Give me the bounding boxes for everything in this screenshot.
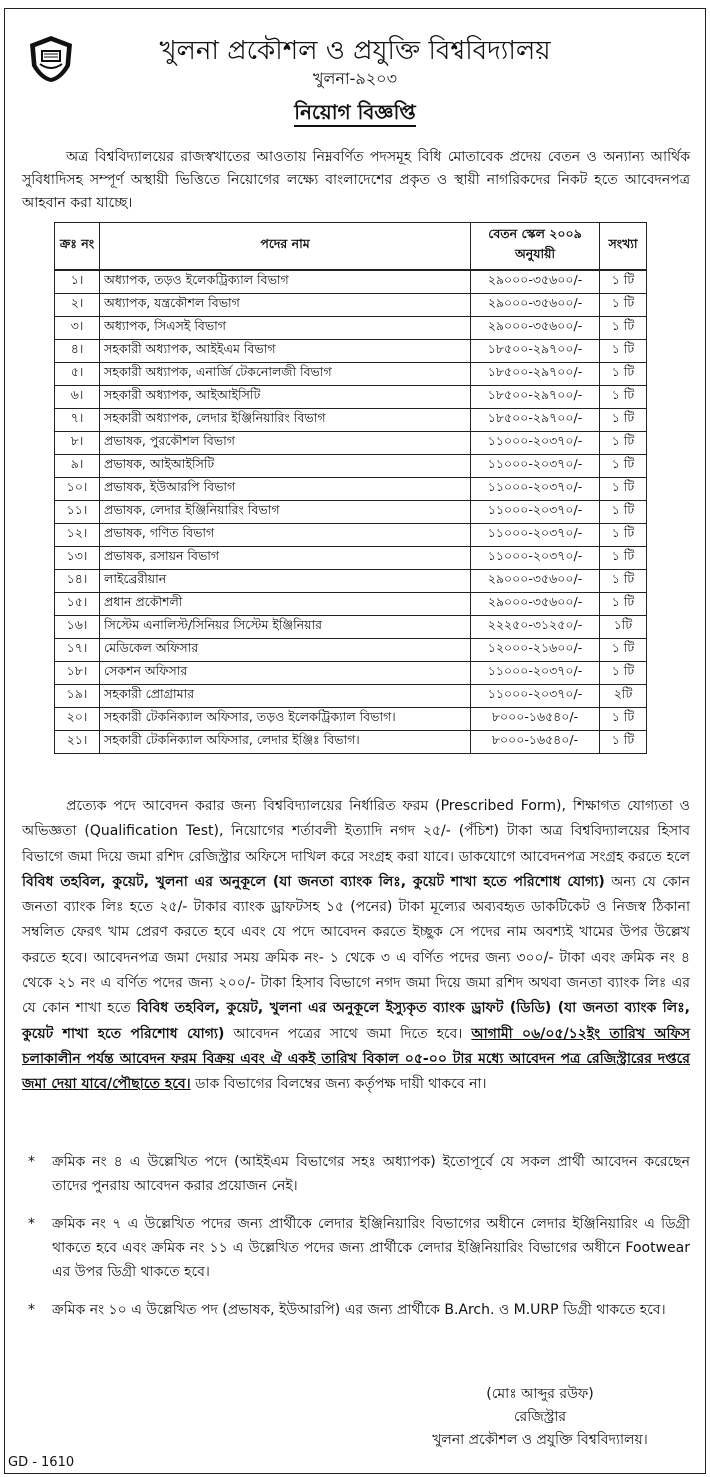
col-serial: ক্রঃ নং	[55, 223, 100, 271]
row-post-name: লাইব্রেরীয়ান	[100, 570, 471, 593]
row-count: ১ টি	[600, 363, 647, 386]
table-row	[55, 616, 647, 639]
row-serial: ১২।	[55, 524, 100, 547]
row-count: ১ টি	[600, 409, 647, 432]
row-post-name: প্রভাষক, গণিত বিভাগ	[100, 524, 471, 547]
instr-part-1: প্রত্যেক পদে আবেদন করার জন্য বিশ্ববিদ্যালয়ের নির্ধারিত ফরম (Prescribed Form), শিক্ষাগত যোগ্যতা ও অভিজ্ঞতা (Qualification Test), নিয়োগের শর্তাবলী ইত্যাদি নগদ ২৫/- (পঁচিশ) টাকা অত্র বিশ্ববিদ্যালয়ের হিসাব বিভাগে জমা দিয়ে জমা রশিদ রেজিস্ট্রার অফিসে দাখিল করে সংগ্রহ করা যাবে। ডাকযোগে আবেদনপত্র সংগ্রহ করতে হলে	[22, 798, 690, 865]
table-row	[55, 524, 647, 547]
row-pay-scale: ২৯০০০-৩৫৬০০/-	[471, 270, 600, 294]
row-count: ১ টি	[600, 731, 647, 754]
row-count: ১ টি	[600, 317, 647, 340]
instr-part-2: অন্য যে কোন জনতা ব্যাংক লিঃ হতে ২৫/- টাকার ব্যাংক ড্রাফটসহ ১৫ (পনের) টাকা মূল্যের অব্যবহৃত ডাকটিকেট ও নিজস্ব ঠিকানা সম্বলিত ফেরৎ খাম প্রেরণ করতে হবে এবং যে পদে আবেদন করতে ইচ্ছুক সে পদের নাম অবশ্যই খামের উপর উল্লেখ করতে হবে। আবেদনপত্র জমা দেয়ার সময় ক্রমিক নং- ১ থেকে ৩ এ বর্ণিত পদের জন্য ৩০০/- টাকা এবং ক্রমিক নং ৪ থেকে ২১ নং এ বর্ণিত পদের জন্য ২০০/- টাকা হিসাব বিভাগে নগদ জমা দিয়ে জমা রশিদ অথবা জনতা ব্যাংক লিঃ এর যে কোন শাখা হতে	[22, 873, 691, 1017]
advert-code: GD - 1610	[8, 1455, 75, 1470]
instr-part-3: আবেদন পত্রের সাথে জমা দিতে হবে।	[224, 1025, 472, 1042]
row-pay-scale: ১৮৫০০-২৯৭০০/-	[471, 409, 600, 432]
row-post-name: সহকারী টেকনিক্যাল অফিসার, লেদার ইঞ্জিঃ বিভাগ।	[100, 731, 471, 754]
row-post-name: প্রভাষক, রসায়ন বিভাগ	[100, 547, 471, 570]
row-serial: ৬।	[55, 386, 100, 409]
university-city: খুলনা-৯২০৩	[313, 69, 397, 88]
note-text: ক্রমিক নং ১০ এ উল্লেখিত পদ (প্রভাষক, ইউআরপি) এর জন্য প্রার্থীকে B.Arch. ও M.URP ডিগ্রী থাকতে হবে।	[52, 1302, 666, 1318]
table-row	[55, 731, 647, 754]
row-serial: ১৬।	[55, 616, 100, 639]
row-count: ১ টি	[600, 662, 647, 685]
row-post-name: সহকারী অধ্যাপক, আইআইসিটি	[100, 386, 471, 409]
row-serial: ১৯।	[55, 685, 100, 708]
table-row	[55, 317, 647, 340]
table-row	[55, 432, 647, 455]
row-post-name: প্রভাষক, ইউআরপি বিভাগ	[100, 478, 471, 501]
col-count: সংখ্যা	[600, 223, 647, 271]
instr-bold-2: বিবিধ তহবিল, কুয়েট, খুলনা এর অনুকূলে ইস্যুকৃত ব্যাংক ড্রাফট (ডিডি) (যা জনতা ব্যাংক লিঃ, কুয়েট শাখা হতে পরিশোধ যোগ্য)	[22, 1000, 690, 1042]
row-serial: ২০।	[55, 708, 100, 731]
table-row	[55, 455, 647, 478]
table-row	[55, 363, 647, 386]
row-post-name: সহকারী প্রোগ্রামার	[100, 685, 471, 708]
note-item	[28, 1298, 690, 1322]
row-post-name: প্রধান প্রকৌশলী	[100, 593, 471, 616]
row-serial: ৯।	[55, 455, 100, 478]
row-pay-scale: ১১০০০-২০৩৭০/-	[471, 432, 600, 455]
table-row	[55, 409, 647, 432]
instr-part-4: ডাক বিভাগের বিলম্বের জন্য কর্তৃপক্ষ দায়ী থাকবে না।	[190, 1076, 487, 1093]
row-pay-scale: ১১০০০-২০৩৭০/-	[471, 478, 600, 501]
row-post-name: মেডিকেল অফিসার	[100, 639, 471, 662]
row-pay-scale: ১১০০০-২০৩৭০/-	[471, 455, 600, 478]
note-star-icon: *	[28, 1154, 35, 1170]
row-serial: ১৩।	[55, 547, 100, 570]
row-post-name: অধ্যাপক, তড়ও ইলেকট্রিক্যাল বিভাগ	[100, 270, 471, 294]
note-text: ক্রমিক নং ৪ এ উল্লেখিত পদে (আইইএম বিভাগের সহঃ অধ্যাপক) ইতোপূর্বে যে সকল প্রার্থী আবেদন করেছেন তাদের পুনরায় আবেদন করার প্রয়োজন নেই।	[52, 1154, 690, 1194]
row-count: ১ টি	[600, 524, 647, 547]
note-item	[28, 1212, 690, 1284]
instr-bold-1: বিবিধ তহবিল, কুয়েট, খুলনা এর অনুকূলে (যা জনতা ব্যাংক লিঃ, কুয়েট শাখা হতে পরিশোধ যোগ্য)	[22, 873, 605, 890]
table-row	[55, 478, 647, 501]
note-text: ক্রমিক নং ৭ এ উল্লেখিত পদের জন্য প্রার্থীকে লেদার ইঞ্জিনিয়ারিং বিভাগের অধীনে লেদার ইঞ্জিনিয়ারিং এ ডিগ্রী থাকতে হবে এবং ক্রমিক নং ১১ এ উল্লেখিত পদের জন্য প্রার্থীকে লেদার ইঞ্জিনিয়ারিং বিভাগের অধীনে Footwear এর উপর ডিগ্রী থাকতে হবে।	[52, 1216, 690, 1280]
signatory-name: (মোঃ আব্দুর রউফ)	[486, 1386, 594, 1402]
row-count: ১ টি	[600, 455, 647, 478]
row-post-name: প্রভাষক, লেদার ইঞ্জিনিয়ারিং বিভাগ	[100, 501, 471, 524]
row-serial: ৩।	[55, 317, 100, 340]
row-post-name: সহকারী অধ্যাপক, আইইএম বিভাগ	[100, 340, 471, 363]
note-star-icon: *	[28, 1302, 35, 1318]
row-count: ১ টি	[600, 432, 647, 455]
row-pay-scale: ৮০০০-১৬৫৪০/-	[471, 708, 600, 731]
table-row	[55, 340, 647, 363]
row-pay-scale: ২৯০০০-৩৫৬০০/-	[471, 317, 600, 340]
row-post-name: সেকশন অফিসার	[100, 662, 471, 685]
signatory-org: খুলনা প্রকৌশল ও প্রযুক্তি বিশ্ববিদ্যালয়।	[432, 1432, 648, 1448]
table-row	[55, 593, 647, 616]
col-post-name: পদের নাম	[100, 223, 471, 271]
row-pay-scale: ১১০০০-২০৩৭০/-	[471, 662, 600, 685]
row-serial: ২।	[55, 294, 100, 317]
row-serial: ১৪।	[55, 570, 100, 593]
signature-block	[390, 1383, 690, 1452]
application-instructions	[22, 794, 690, 1098]
row-serial: ৫।	[55, 363, 100, 386]
row-post-name: অধ্যাপক, যন্ত্রকৌশল বিভাগ	[100, 294, 471, 317]
note-star-icon: *	[28, 1216, 35, 1232]
row-pay-scale: ১১০০০-২০৩৭০/-	[471, 685, 600, 708]
signatory-title: রেজিস্ট্রার	[513, 1409, 567, 1425]
row-pay-scale: ১২০০০-২১৬০০/-	[471, 639, 600, 662]
row-serial: ২১।	[55, 731, 100, 754]
table-row	[55, 708, 647, 731]
university-name: খুলনা প্রকৌশল ও প্রযুক্তি বিশ্ববিদ্যালয়	[159, 36, 551, 66]
row-pay-scale: ১৮৫০০-২৯৭০০/-	[471, 386, 600, 409]
table-row	[55, 386, 647, 409]
row-pay-scale: ১১০০০-২০৩৭০/-	[471, 547, 600, 570]
row-count: ১ টি	[600, 708, 647, 731]
row-post-name: প্রভাষক, আইআইসিটি	[100, 455, 471, 478]
instr-deadline: আগামী ০৬/০৫/১২ইং তারিখ অফিস চলাকালীন পর্যন্ত আবেদন ফরম বিক্রয় এবং ঐ একই তারিখ বিকাল ০৫-০০ টার মধ্যে আবেদন পত্র রেজিস্ট্রারের দপ্তরে জমা দেয়া যাবে/পৌছাতে হবে।	[22, 1025, 691, 1093]
table-row	[55, 294, 647, 317]
row-serial: ১০।	[55, 478, 100, 501]
row-post-name: সিস্টেম এনালিস্ট/সিনিয়র সিস্টেম ইঞ্জিনিয়ার	[100, 616, 471, 639]
row-serial: ৮।	[55, 432, 100, 455]
row-count: ১ টি	[600, 340, 647, 363]
row-post-name: সহকারী অধ্যাপক, এনার্জি টেকনোলজী বিভাগ	[100, 363, 471, 386]
row-post-name: প্রভাষক, পুরকৌশল বিভাগ	[100, 432, 471, 455]
table-row	[55, 270, 647, 294]
intro-paragraph: অত্র বিশ্ববিদ্যালয়ের রাজস্বখাতের আওতায় নিম্নবর্ণিত পদসমূহ বিধি মোতাবেক প্রদেয় বেতন ও অন্যান্য আর্থিক সুবিধাদিসহ সম্পূর্ণ অস্থায়ী ভিত্তিতে নিয়োগের লক্ষ্যে বাংলাদেশের প্রকৃত ও স্থায়ী নাগরিকদের নিকট হতে আবেদনপত্র আহবান করা যাচ্ছে।	[22, 149, 690, 211]
table-row	[55, 501, 647, 524]
row-post-name: সহকারী অধ্যাপক, লেদার ইঞ্জিনিয়ারিং বিভাগ	[100, 409, 471, 432]
row-post-name: অধ্যাপক, সিএসই বিভাগ	[100, 317, 471, 340]
row-serial: ৭।	[55, 409, 100, 432]
note-item	[28, 1150, 690, 1198]
row-count: ১টি	[600, 616, 647, 639]
posts-table	[54, 222, 647, 754]
row-count: ১ টি	[600, 294, 647, 317]
row-pay-scale: ২৯০০০-৩৫৬০০/-	[471, 593, 600, 616]
row-count: ১ টি	[600, 270, 647, 294]
notice-title-text: নিয়োগ বিজ্ঞপ্তি	[294, 100, 416, 127]
table-header-row	[55, 223, 647, 271]
row-pay-scale: ১৮৫০০-২৯৭০০/-	[471, 363, 600, 386]
row-pay-scale: ১১০০০-২০৩৭০/-	[471, 524, 600, 547]
row-serial: ১৭।	[55, 639, 100, 662]
row-serial: ৪।	[55, 340, 100, 363]
row-count: ২টি	[600, 685, 647, 708]
row-count: ১ টি	[600, 593, 647, 616]
table-row	[55, 685, 647, 708]
row-pay-scale: ২২২৫০-৩১২৫০/-	[471, 616, 600, 639]
row-count: ১ টি	[600, 478, 647, 501]
table-row	[55, 547, 647, 570]
row-count: ১ টি	[600, 386, 647, 409]
table-row	[55, 570, 647, 593]
row-pay-scale: ২৯০০০-৩৫৬০০/-	[471, 294, 600, 317]
row-serial: ১১।	[55, 501, 100, 524]
row-pay-scale: ১১০০০-২০৩৭০/-	[471, 501, 600, 524]
row-pay-scale: ৮০০০-১৬৫৪০/-	[471, 731, 600, 754]
table-row	[55, 639, 647, 662]
row-serial: ১।	[55, 270, 100, 294]
notes-list	[28, 1150, 690, 1336]
notice-title	[0, 98, 710, 131]
row-count: ১ টি	[600, 570, 647, 593]
row-serial: ১৫।	[55, 593, 100, 616]
row-count: ১ টি	[600, 547, 647, 570]
row-count: ১ টি	[600, 501, 647, 524]
row-pay-scale: ১৮৫০০-২৯৭০০/-	[471, 340, 600, 363]
row-count: ১ টি	[600, 639, 647, 662]
row-serial: ১৮।	[55, 662, 100, 685]
table-row	[55, 662, 647, 685]
row-post-name: সহকারী টেকনিক্যাল অফিসার, তড়ও ইলেকট্রিক্যাল বিভাগ।	[100, 708, 471, 731]
col-pay-scale: বেতন স্কেল ২০০৯ অনুযায়ী	[471, 223, 600, 271]
row-pay-scale: ২৯০০০-৩৫৬০০/-	[471, 570, 600, 593]
